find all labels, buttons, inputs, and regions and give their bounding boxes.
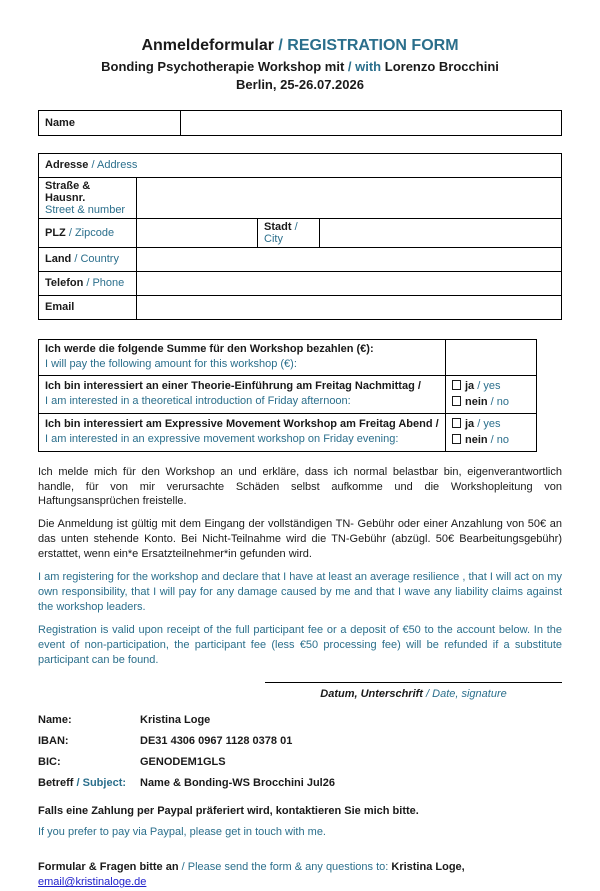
name-table <box>38 110 562 136</box>
amount-row <box>39 339 537 375</box>
checkbox-icon[interactable] <box>452 418 461 428</box>
signature-block <box>265 682 562 700</box>
street-row <box>39 177 562 218</box>
country-input-cell[interactable] <box>137 247 562 271</box>
terms-section <box>38 465 562 668</box>
paypal-note-de: Falls eine Zahlung per Paypal präferiert wird, kontaktieren Sie mich bitte. <box>38 805 419 818</box>
no-option[interactable]: nein / no <box>452 394 530 411</box>
phone-row <box>39 271 562 295</box>
friday-evening-options-cell <box>446 413 537 451</box>
name-label-cell: Name <box>39 110 181 135</box>
bank-name-row: Name: Kristina Loge <box>38 714 211 727</box>
email-input-cell[interactable] <box>137 295 562 319</box>
country-row <box>39 247 562 271</box>
declaration-paragraph-en: I am registering for the workshop and declare that I have at least an average resilience , that I will act on my own responsibility, that I will pay for any damage caused by me and that I wave any liability claims against the workshop leaders. <box>38 571 562 614</box>
bic-value: GENODEM1GLS <box>140 756 226 769</box>
table-row <box>39 110 562 135</box>
form-subtitle: Bonding Psychotherapie Workshop mit / with Lorenzo Brocchini <box>101 58 499 74</box>
page-title <box>38 36 562 57</box>
zip-input-cell[interactable] <box>137 218 258 247</box>
friday-evening-row <box>39 413 537 451</box>
payment-terms-paragraph-de: Die Anmeldung ist gültig mit dem Eingang der vollständigen TN- Gebühr oder einer Anzahlung von 50€ an das unten stehende Konto. Bei Nicht-Teilnahme wird die TN-Gebühr (abzügl. 50€ Bearbeitungsgebühr) erstattet, wenn ein*e Ersatzteilnehmer*in gefunden wird. <box>38 518 562 561</box>
bank-bic-row: BIC: GENODEM1GLS <box>38 756 226 769</box>
transfer-subject-value: Name & Bonding-WS Brocchini Jul26 <box>140 777 335 790</box>
event-date-location: Berlin, 25-26.07.2026 <box>236 76 364 92</box>
iban-value: DE31 4306 0967 1128 0378 01 <box>140 735 293 748</box>
title-german: Anmeldeformular <box>141 37 279 54</box>
phone-label-cell: Telefon / Phone <box>39 271 137 295</box>
address-header-row <box>39 153 562 177</box>
bank-subject-row: Betreff / Subject: Name & Bonding-WS Brocchini Jul26 <box>38 777 335 790</box>
checkbox-icon[interactable] <box>452 396 461 406</box>
zip-label-cell: PLZ / Zipcode <box>39 218 137 247</box>
signature-caption: Datum, Unterschrift / Date, signature <box>320 688 507 701</box>
phone-input-cell[interactable] <box>137 271 562 295</box>
friday-afternoon-row <box>39 375 537 413</box>
city-input-cell[interactable] <box>320 218 562 247</box>
email-row <box>39 295 562 319</box>
name-input-cell[interactable] <box>181 110 562 135</box>
friday-afternoon-options-cell <box>446 375 537 413</box>
yes-option[interactable]: ja / yes <box>452 378 530 395</box>
checkbox-icon[interactable] <box>452 434 461 444</box>
bank-details <box>38 714 562 789</box>
address-table <box>38 153 562 320</box>
contact-line: Formular & Fragen bitte an / Please send the form & any questions to: Kristina Loge, email@kristinaloge.de <box>38 861 465 889</box>
declaration-paragraph-de: Ich melde mich für den Workshop an und erkläre, dass ich normal belastbar bin, eigenverantwortlich handle, für von mir verursachte Schäden selbst aufkomme und die Workshopleitung von Haftungsansprüchen freistelle. <box>38 465 562 508</box>
title-english: / REGISTRATION FORM <box>278 37 459 54</box>
friday-afternoon-label-cell: Ich bin interessiert an einer Theorie-Einführung am Freitag Nachmittag / I am interested in a theoretical introduction of Friday afternoon: <box>39 375 446 413</box>
city-label-cell: Stadt / City <box>258 218 320 247</box>
email-link[interactable]: email@kristinaloge.de <box>38 876 147 889</box>
amount-label-cell: Ich werde die folgende Summe für den Workshop bezahlen (€): I will pay the following amount for this workshop (€): <box>39 339 446 375</box>
amount-input-cell[interactable] <box>446 339 537 375</box>
street-label-cell: Straße & Hausnr. Street & number <box>39 177 137 218</box>
payment-options-table <box>38 339 537 452</box>
country-label-cell: Land / Country <box>39 247 137 271</box>
yes-option[interactable]: ja / yes <box>452 416 530 433</box>
contact-name: Kristina Loge, <box>391 861 465 874</box>
address-header-cell: Adresse / Address <box>39 153 562 177</box>
paypal-note <box>38 805 562 838</box>
account-holder-name: Kristina Loge <box>140 714 211 727</box>
payment-terms-paragraph-en: Registration is valid upon receipt of the full participant fee or a deposit of €50 to the account below. In the event of non-participation, the participant fee (less €50 processing fee) will be refunded if a substitute participant can be found. <box>38 624 562 667</box>
bank-iban-row: IBAN: DE31 4306 0967 1128 0378 01 <box>38 735 293 748</box>
friday-evening-label-cell: Ich bin interessiert am Expressive Movement Workshop am Freitag Abend / I am interested in an expressive movement workshop on Friday evening: <box>39 413 446 451</box>
zip-city-row <box>39 218 562 247</box>
email-label-cell: Email <box>39 295 137 319</box>
paypal-note-en: If you prefer to pay via Paypal, please get in touch with me. <box>38 826 326 839</box>
signature-line[interactable] <box>265 682 562 683</box>
checkbox-icon[interactable] <box>452 380 461 390</box>
street-input-cell[interactable] <box>137 177 562 218</box>
no-option[interactable]: nein / no <box>452 432 530 449</box>
